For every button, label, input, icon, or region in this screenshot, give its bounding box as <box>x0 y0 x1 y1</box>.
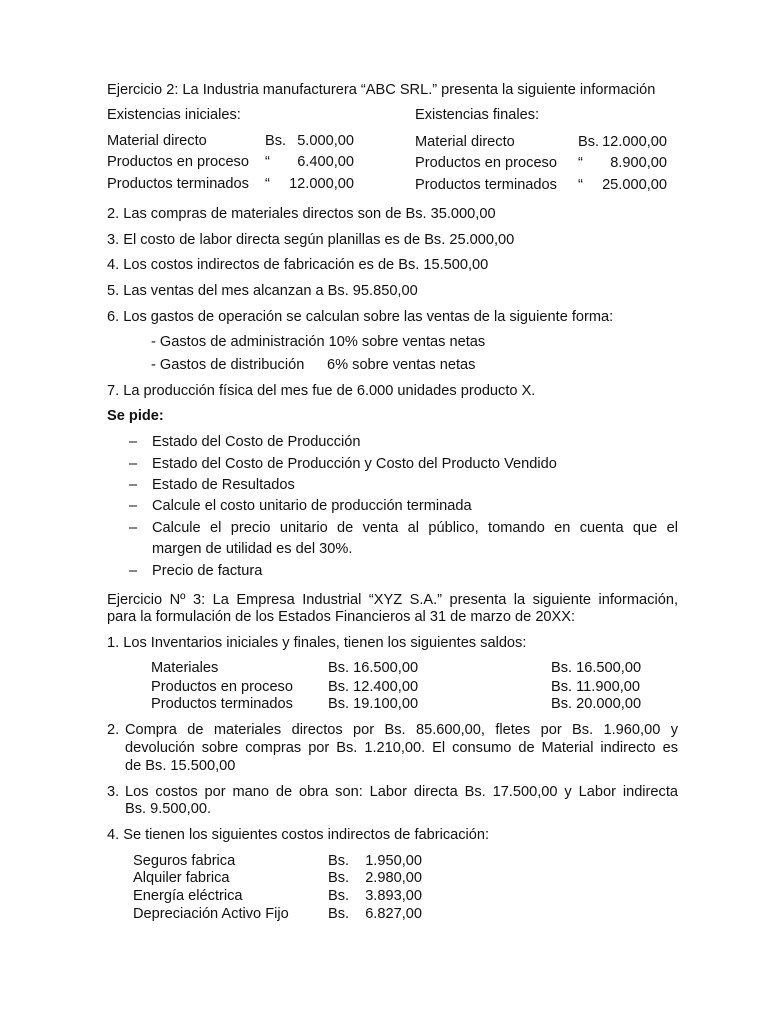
ej2-ini-value: 6.400,00 <box>297 154 354 170</box>
dash-bullet: – <box>129 477 138 493</box>
ej2-ini-value: 5.000,00 <box>297 133 354 149</box>
ej3-title-line1: Ejercicio Nº 3: La Empresa Industrial “XYZ S.A.” presenta la siguiente información, <box>107 592 678 608</box>
ej3-item-2-num: 2. <box>107 722 120 738</box>
ej2-item-7: 7. La producción física del mes fue de 6.000 unidades producto X. <box>107 383 536 399</box>
ej3-item-1: 1. Los Inventarios iniciales y finales, tienen los siguientes saldos: <box>107 635 527 651</box>
ej2-fin-prefix: Bs. <box>578 134 600 150</box>
ej2-fin-label: Material directo <box>415 134 515 150</box>
cif-label: Depreciación Activo Fijo <box>133 906 289 922</box>
inv-label: Productos en proceso <box>151 679 293 695</box>
ej2-ini-label: Material directo <box>107 133 207 149</box>
pide-item: Calcule el precio unitario de venta al público, tomando en cuenta que el <box>152 520 678 536</box>
cif-value: 2.980,00 <box>365 870 422 886</box>
pide-item: Estado de Resultados <box>152 477 295 493</box>
cif-prefix: Bs. <box>328 870 350 886</box>
ej2-gasto-admin: - Gastos de administración 10% sobre ventas netas <box>151 334 486 350</box>
dash-bullet: – <box>129 456 138 472</box>
inv-label: Productos terminados <box>151 696 293 712</box>
pide-item: Precio de factura <box>152 563 263 579</box>
ej2-inv-fin-title: Existencias finales: <box>415 107 540 123</box>
ej2-ini-prefix: “ <box>265 154 270 170</box>
ej2-ini-label: Productos en proceso <box>107 154 249 170</box>
ej2-fin-label: Productos terminados <box>415 177 557 193</box>
cif-prefix: Bs. <box>328 888 350 904</box>
cif-value: 3.893,00 <box>365 888 422 904</box>
ej2-fin-label: Productos en proceso <box>415 155 557 171</box>
ej2-item-4: 4. Los costos indirectos de fabricación es de Bs. 15.500,00 <box>107 257 489 273</box>
inv-inicial: Bs. 19.100,00 <box>328 696 419 712</box>
cif-prefix: Bs. <box>328 906 350 922</box>
inv-final: Bs. 11.900,00 <box>551 679 640 695</box>
pide-item-cont: margen de utilidad es del 30%. <box>152 541 353 557</box>
ej2-fin-prefix: “ <box>578 155 583 171</box>
ej2-ini-prefix: Bs. <box>265 133 287 149</box>
inv-final: Bs. 20.000,00 <box>551 696 642 712</box>
cif-value: 6.827,00 <box>365 906 422 922</box>
ej3-item-3-line1: Los costos por mano de obra son: Labor directa Bs. 17.500,00 y Labor indirecta <box>125 784 678 800</box>
ej2-fin-value: 12.000,00 <box>602 134 667 150</box>
inv-final: Bs. 16.500,00 <box>551 660 642 676</box>
pide-item: Estado del Costo de Producción <box>152 434 361 450</box>
ej3-item-2-line1: Compra de materiales directos por Bs. 85.600,00, fletes por Bs. 1.960,00 y <box>125 722 678 738</box>
ej2-ini-value: 12.000,00 <box>289 176 354 192</box>
cif-label: Seguros fabrica <box>133 853 236 869</box>
ej3-item-4: 4. Se tienen los siguientes costos indirectos de fabricación: <box>107 827 490 843</box>
ej2-item-3: 3. El costo de labor directa según planillas es de Bs. 25.000,00 <box>107 232 515 248</box>
cif-prefix: Bs. <box>328 853 350 869</box>
cif-label: Energía eléctrica <box>133 888 243 904</box>
pide-item: Calcule el costo unitario de producción terminada <box>152 498 472 514</box>
ej2-fin-value: 25.000,00 <box>602 177 667 193</box>
ej2-item-2: 2. Las compras de materiales directos son de Bs. 35.000,00 <box>107 206 496 222</box>
ej2-gasto-dist-value: 6% sobre ventas netas <box>327 357 476 373</box>
inv-inicial: Bs. 12.400,00 <box>328 679 419 695</box>
dash-bullet: – <box>129 434 138 450</box>
dash-bullet: – <box>129 498 138 514</box>
dash-bullet: – <box>129 563 138 579</box>
ej2-item-5: 5. Las ventas del mes alcanzan a Bs. 95.850,00 <box>107 283 418 299</box>
ej2-ini-label: Productos terminados <box>107 176 249 192</box>
cif-label: Alquiler fabrica <box>133 870 230 886</box>
ej2-gasto-dist-label: - Gastos de distribución <box>151 357 305 373</box>
ej2-fin-prefix: “ <box>578 177 583 193</box>
ej2-se-pide: Se pide: <box>107 408 164 424</box>
ej3-item-3-num: 3. <box>107 784 120 800</box>
inv-label: Materiales <box>151 660 219 676</box>
ej3-item-3-line2: Bs. 9.500,00. <box>125 801 212 817</box>
ej2-title: Ejercicio 2: La Industria manufacturera “ABC SRL.” presenta la siguiente información <box>107 82 656 98</box>
pide-item: Estado del Costo de Producción y Costo del Producto Vendido <box>152 456 557 472</box>
ej3-item-2-line2: devolución sobre compras por Bs. 1.210,00. El consumo de Material indirecto es <box>125 740 678 756</box>
ej2-inv-ini-title: Existencias iniciales: <box>107 107 241 123</box>
cif-value: 1.950,00 <box>365 853 422 869</box>
inv-inicial: Bs. 16.500,00 <box>328 660 419 676</box>
ej3-item-2-line3: de Bs. 15.500,00 <box>125 758 236 774</box>
ej2-fin-value: 8.900,00 <box>610 155 667 171</box>
ej3-title-line2: para la formulación de los Estados Financieros al 31 de marzo de 20XX: <box>107 609 576 625</box>
ej2-item-6: 6. Los gastos de operación se calculan sobre las ventas de la siguiente forma: <box>107 309 614 325</box>
dash-bullet: – <box>129 520 138 536</box>
ej2-ini-prefix: “ <box>265 176 270 192</box>
